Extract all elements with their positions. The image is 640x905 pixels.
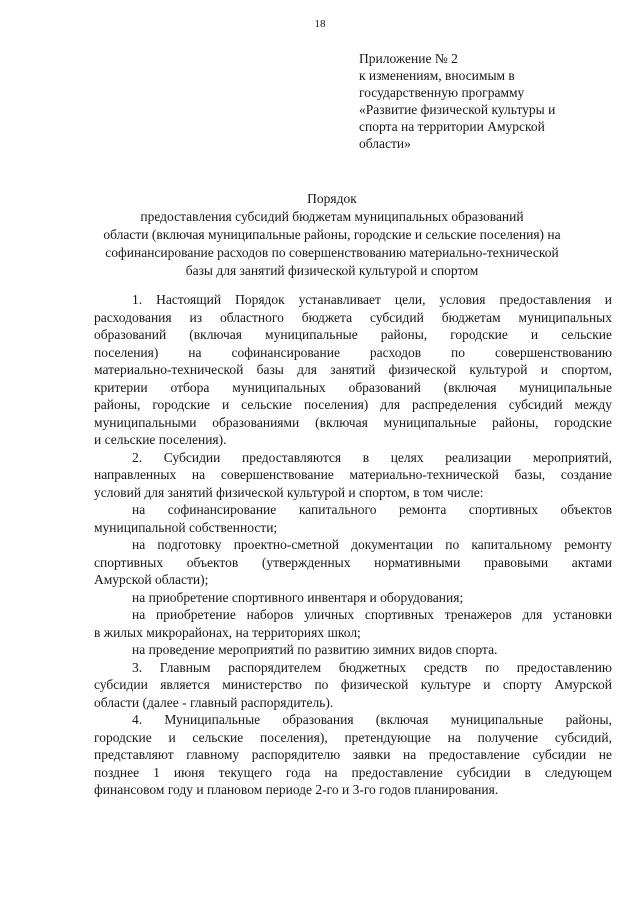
paragraph-line: области (далее - главный распорядитель). <box>94 694 334 710</box>
document-body <box>94 291 612 799</box>
paragraph-line: 3. Главным распорядителем бюджетных средств по предоставлению <box>132 659 612 675</box>
appendix-line: «Развитие физической культуры и <box>359 102 556 117</box>
appendix-line: к изменениям, вносимым в <box>359 68 515 83</box>
paragraph-line: позднее 1 июня текущего года на предоставление субсидии в следующем <box>94 764 612 780</box>
paragraph-line: на приобретение спортивного инвентаря и оборудования; <box>132 589 464 605</box>
paragraph-line: поселения) на софинансирование расходов по совершенствованию <box>94 344 612 360</box>
document-title <box>92 190 572 280</box>
paragraph-line: субсидии является министерство по физической культуре и спорту Амурской <box>94 677 612 692</box>
paragraph-line: на софинансирование капитального ремонта спортивных объектов <box>132 502 612 517</box>
body-paragraph <box>94 501 612 536</box>
paragraph-line: на проведение мероприятий по развитию зимних видов спорта. <box>132 642 498 657</box>
paragraph-line: финансовом году и плановом периоде 2-го и 3-го годов планирования. <box>94 782 499 797</box>
appendix-line: спорта на территории Амурской <box>359 119 545 134</box>
paragraph-line: спортивных объектов (утвержденных нормативными правовыми актами <box>94 554 612 570</box>
appendix-line: области» <box>359 136 411 151</box>
paragraph-line: образований (включая муниципальные районы, городские и сельские <box>94 327 612 342</box>
appendix-line: государственную программу <box>359 85 525 100</box>
title-line: базы для занятий физической культурой и спортом <box>185 263 479 278</box>
paragraph-line: на приобретение наборов уличных спортивных тренажеров для установки <box>132 607 612 622</box>
body-paragraph <box>94 659 612 712</box>
page-number: 18 <box>314 18 326 30</box>
paragraph-line: и сельские поселения). <box>94 432 227 447</box>
paragraph-line: материально-технической базы для занятий физической культурой и спортом, <box>94 362 612 377</box>
paragraph-line: Амурской области); <box>94 572 209 587</box>
appendix-note <box>359 50 599 152</box>
body-paragraph <box>94 606 612 641</box>
paragraph-line: расходования из областного бюджета субсидий бюджетам муниципальных <box>94 309 612 325</box>
paragraph-line: 1. Настоящий Порядок устанавливает цели, условия предоставления и <box>132 292 612 307</box>
paragraph-line: критерии отбора муниципальных образований (включая муниципальные <box>94 379 612 395</box>
paragraph-line: городские и сельские поселения), претендующие на получение субсидий, <box>94 729 612 745</box>
title-heading: Порядок <box>307 191 357 206</box>
body-paragraph <box>94 641 612 659</box>
paragraph-line: в жилых микрорайонах, на территориях школ; <box>94 624 361 640</box>
paragraph-line: представляют главному распорядителю заявки на предоставление субсидии не <box>94 747 612 762</box>
body-paragraph <box>94 536 612 589</box>
paragraph-line: направленных на совершенствование материально-технической базы, создание <box>94 467 612 482</box>
paragraph-line: районы, городские и сельские поселения) для распределения субсидий между <box>94 397 612 412</box>
paragraph-line: 2. Субсидии предоставляются в целях реализации мероприятий, <box>132 449 612 465</box>
body-paragraph <box>94 291 612 449</box>
paragraph-line: муниципальными образованиями (включая муниципальные районы, городские <box>94 414 612 430</box>
body-paragraph <box>94 711 612 799</box>
paragraph-line: на подготовку проектно-сметной документации по капитальному ремонту <box>132 537 612 552</box>
paragraph-line: условий для занятий физической культурой и спортом, в том числе: <box>94 484 484 500</box>
body-paragraph <box>94 589 612 607</box>
appendix-line: Приложение № 2 <box>359 51 458 66</box>
title-line: области (включая муниципальные районы, городские и сельские поселения) на <box>103 227 561 242</box>
title-line: софинансирование расходов по совершенствованию материально-технической <box>105 245 559 260</box>
paragraph-line: 4. Муниципальные образования (включая муниципальные районы, <box>132 712 612 727</box>
title-line: предоставления субсидий бюджетам муниципальных образований <box>140 209 524 224</box>
paragraph-line: муниципальной собственности; <box>94 519 278 535</box>
body-paragraph <box>94 449 612 502</box>
